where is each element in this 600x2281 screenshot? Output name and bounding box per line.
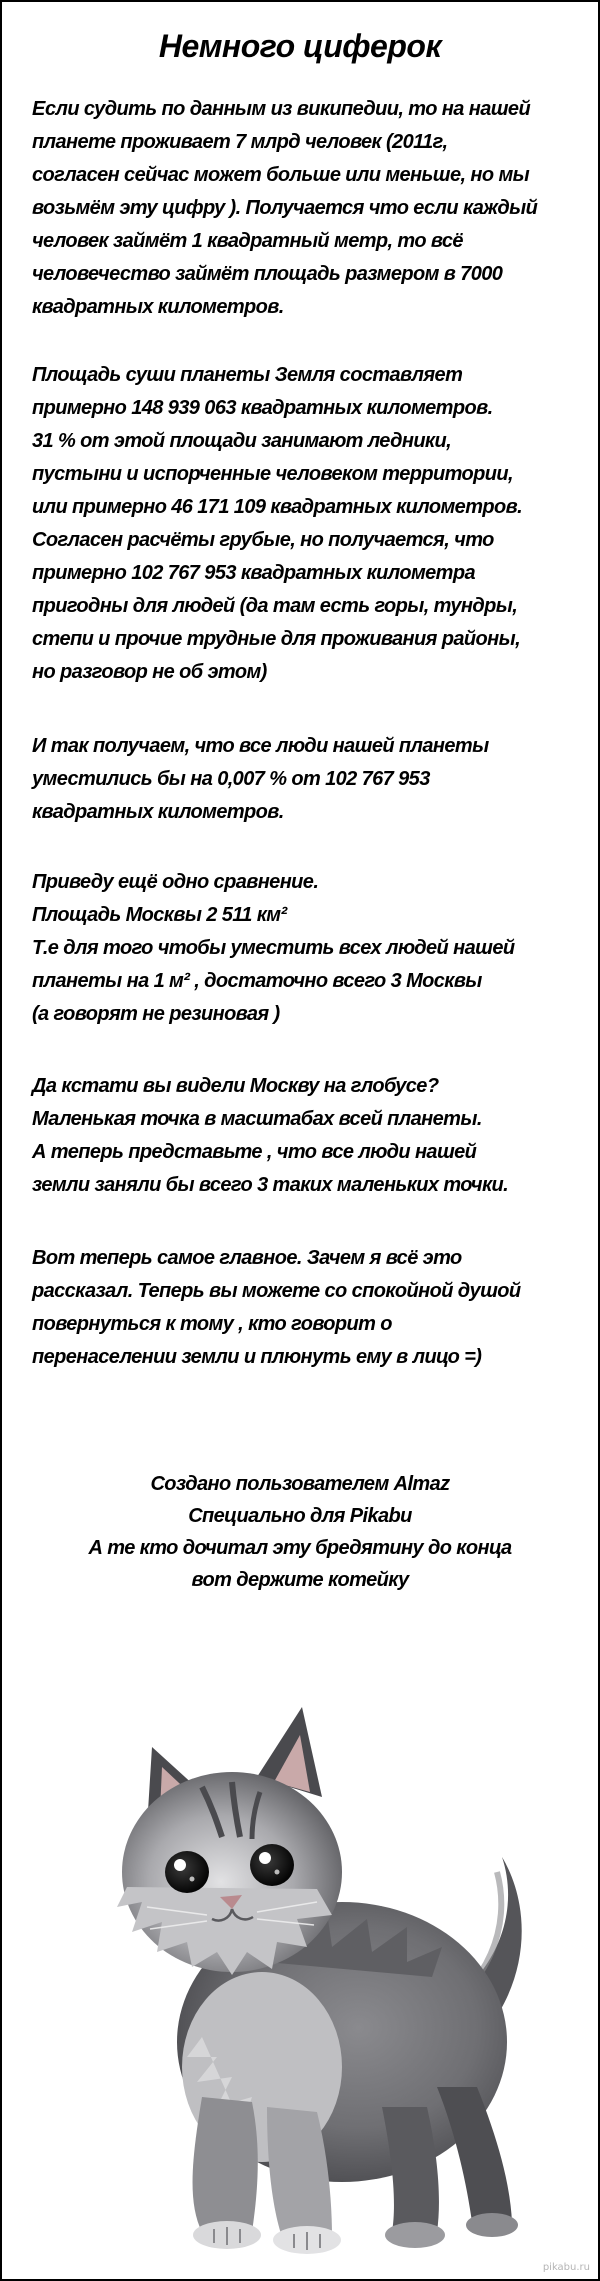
kitten-image: [92, 1657, 542, 2257]
paragraph-population: [32, 93, 580, 324]
text-line: человечество займёт площадь размером в 7000: [32, 263, 503, 285]
credits-line: Создано пользователем Almaz: [150, 1473, 450, 1495]
text-line: Согласен расчёты грубые, но получается, что: [32, 529, 494, 551]
watermark: pikabu.ru: [542, 2262, 590, 2273]
page-title: Немного циферок: [158, 28, 442, 64]
text-line: пустыни и испорченные человеком территории,: [32, 463, 513, 485]
text-line: И так получаем, что все люди нашей планеты: [32, 735, 489, 757]
text-line: Если судить по данным из википедии, то на нашей: [32, 98, 531, 120]
text-line: но разговор не об этом): [32, 661, 267, 683]
text-line: Площадь Москвы 2 511 км²: [32, 904, 287, 926]
text-line: Вот теперь самое главное. Зачем я всё это: [32, 1247, 462, 1269]
text-line: степи и прочие трудные для проживания районы,: [32, 628, 521, 650]
kitten-illustration-icon: [92, 1657, 542, 2257]
text-line: перенаселении земли и плюнуть ему в лицо =): [32, 1346, 482, 1368]
text-line: Площадь суши планеты Земля составляет: [32, 364, 463, 386]
text-line: Маленькая точка в масштабах всей планеты.: [32, 1108, 482, 1130]
text-line: примерно 102 767 953 квадратных километра: [32, 562, 476, 584]
credits-line: вот держите котейку: [191, 1569, 409, 1591]
text-line: возьмём эту цифру ). Получается что если каждый: [32, 197, 538, 219]
text-line: пригодны для людей (да там есть горы, тундры,: [32, 595, 518, 617]
text-line: или примерно 46 171 109 квадратных километров.: [32, 496, 523, 518]
text-line: повернуться к тому , кто говорит о: [32, 1313, 392, 1335]
credits-line: Специально для Pikabu: [188, 1505, 412, 1527]
paragraph-moscow-comparison: [32, 866, 580, 1031]
paragraph-globe: [32, 1070, 580, 1202]
text-line: квадратных километров.: [32, 296, 284, 318]
text-line: земли заняли бы всего 3 таких маленьких точки.: [32, 1174, 509, 1196]
text-line: Приведу ещё одно сравнение.: [32, 871, 319, 893]
text-line: квадратных километров.: [32, 801, 284, 823]
text-line: (а говорят не резиновая ): [32, 1003, 280, 1025]
credits-line: А те кто дочитал эту бредятину до конца: [88, 1537, 512, 1559]
paragraph-main-point: [32, 1242, 580, 1374]
text-line: А теперь представьте , что все люди нашей: [32, 1141, 477, 1163]
text-line: 31 % от этой площади занимают ледники,: [32, 430, 452, 452]
text-line: уместились бы на 0,007 % от 102 767 953: [32, 768, 430, 790]
paragraph-conclusion: [32, 730, 580, 829]
text-line: планеты на 1 м² , достаточно всего 3 Москвы: [32, 970, 482, 992]
text-line: примерно 148 939 063 квадратных километров.: [32, 397, 493, 419]
text-line: согласен сейчас может больше или меньше, но мы: [32, 164, 530, 186]
credits: [2, 1468, 598, 1596]
paragraph-land-area: [32, 359, 580, 689]
text-line: рассказал. Теперь вы можете со спокойной душой: [32, 1280, 521, 1302]
text-line: планете проживает 7 млрд человек (2011г,: [32, 131, 448, 153]
text-line: человек займёт 1 квадратный метр, то всё: [32, 230, 463, 252]
text-line: Да кстати вы видели Москву на глобусе?: [32, 1075, 439, 1097]
text-line: Т.е для того чтобы уместить всех людей нашей: [32, 937, 515, 959]
